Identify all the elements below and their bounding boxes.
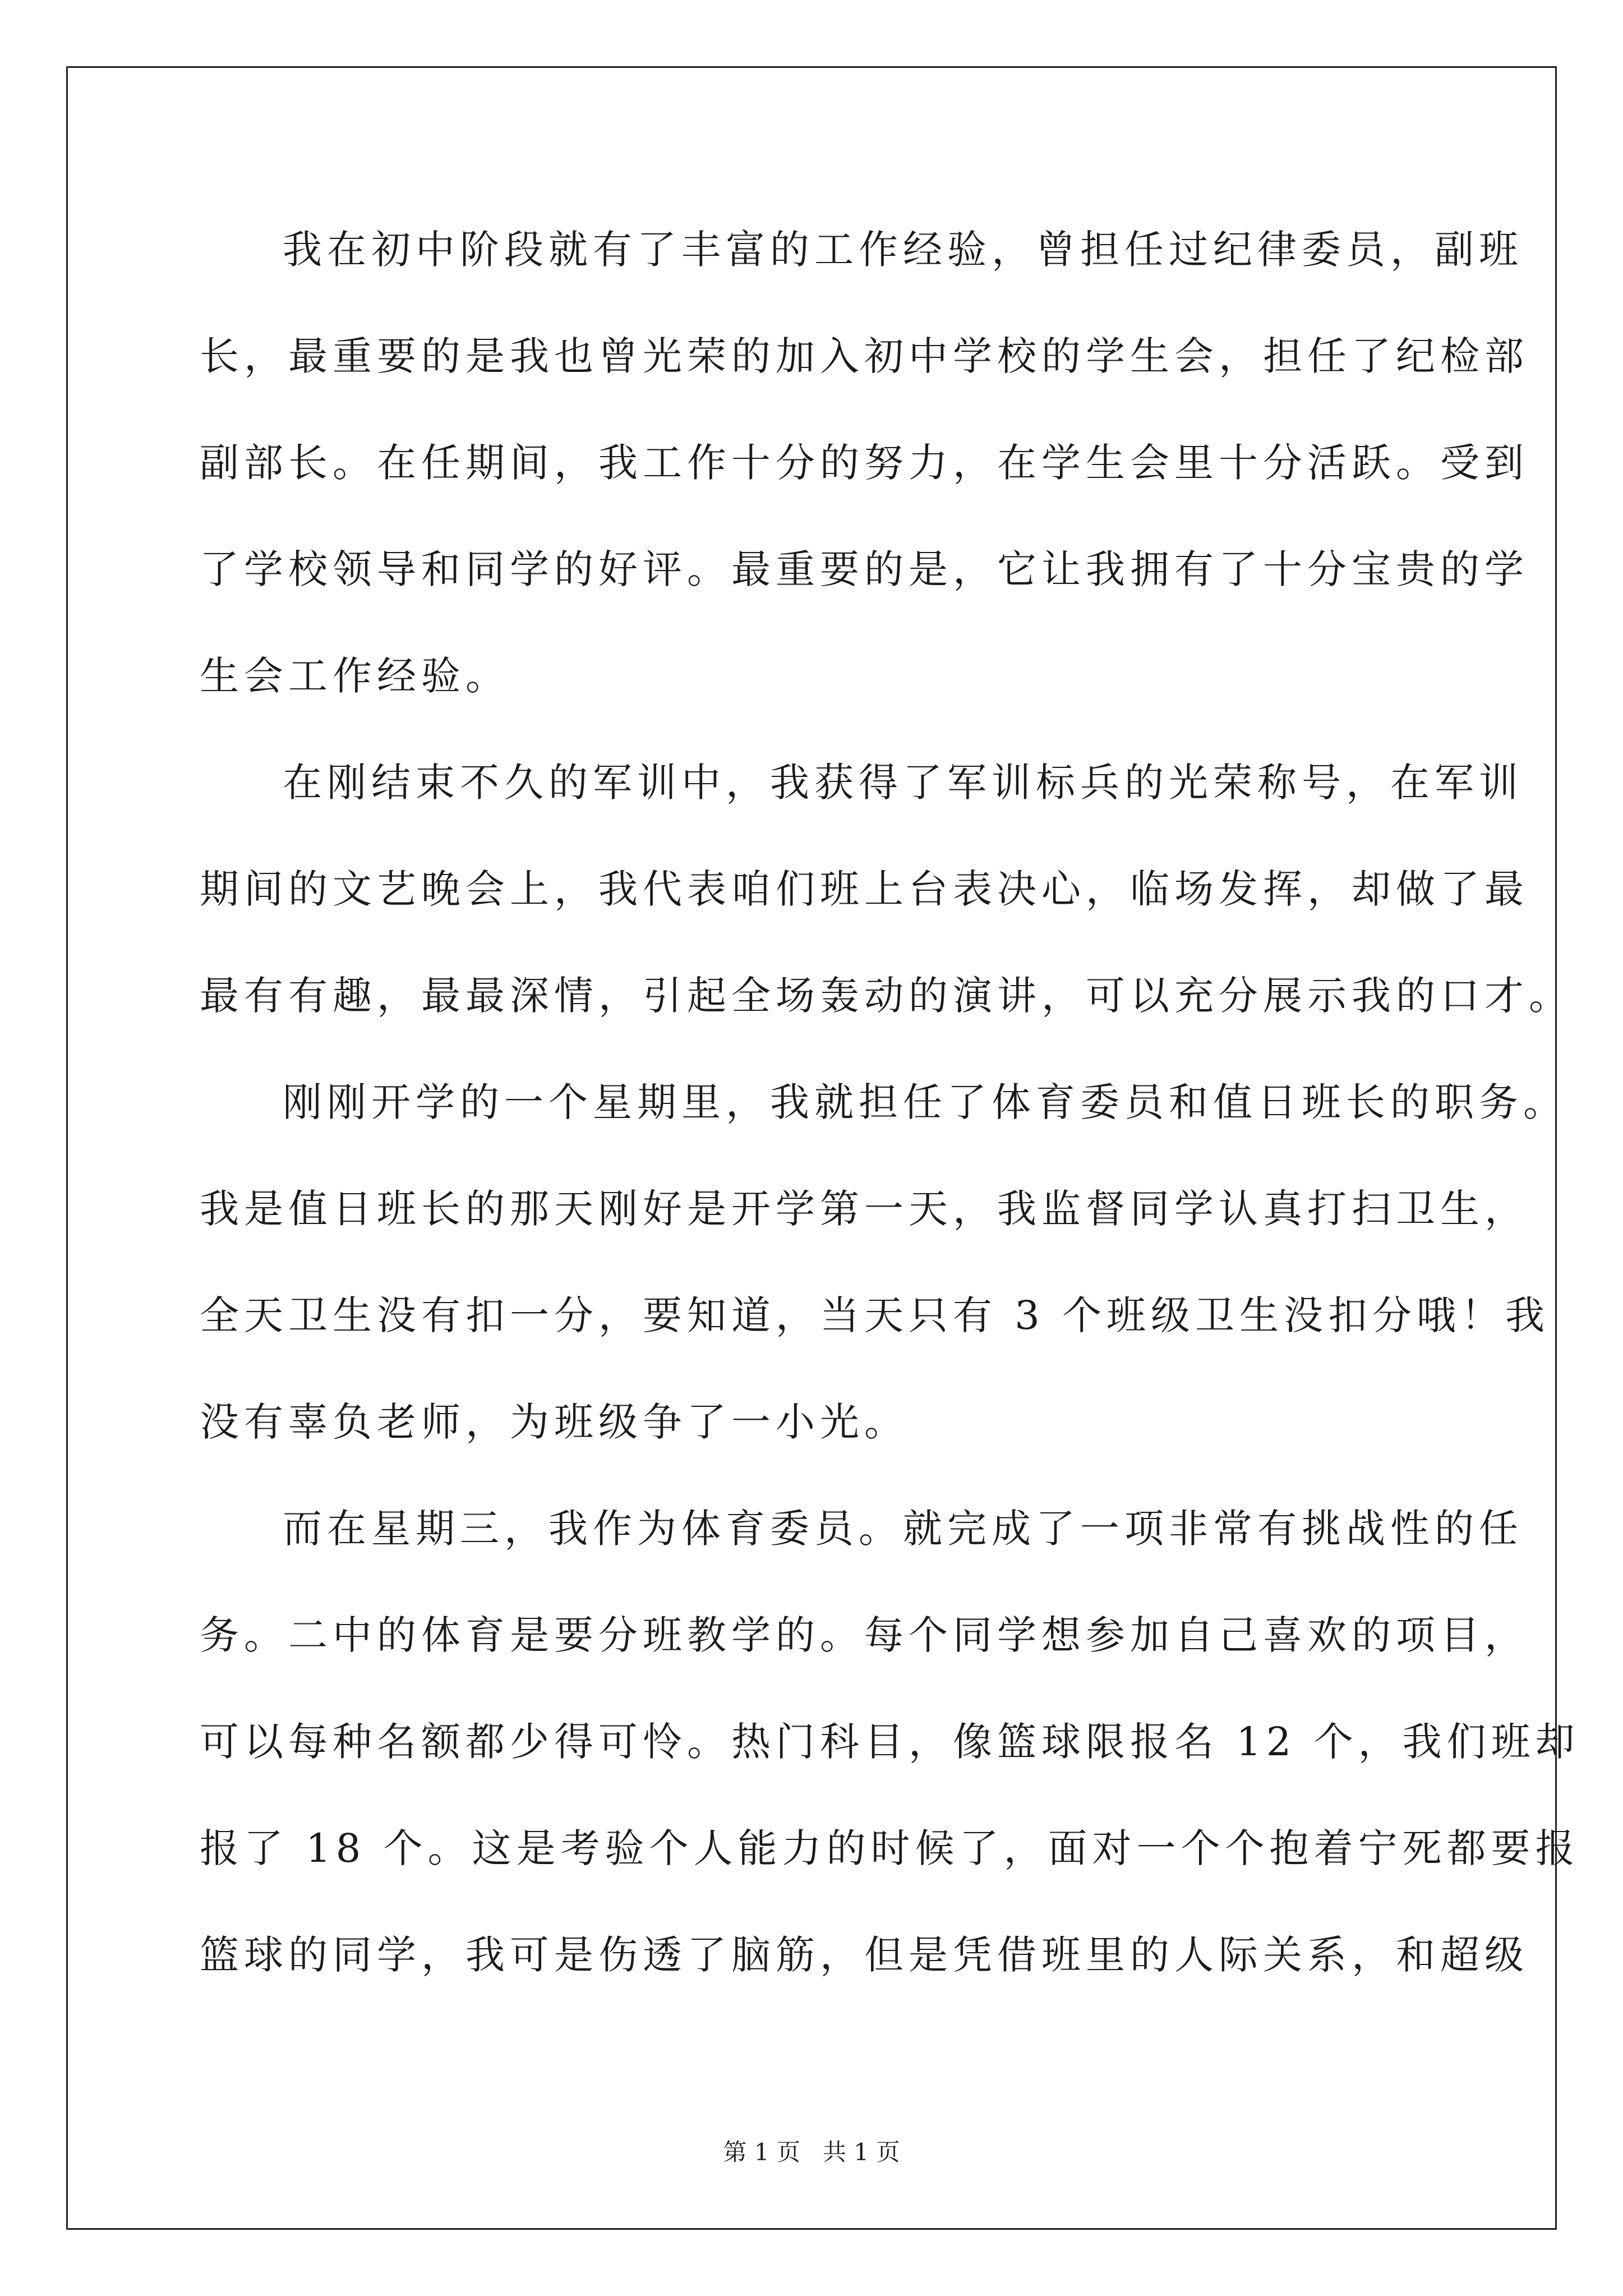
text-line: 最有有趣，最最深情，引起全场轰动的演讲，可以充分展示我的口才。: [200, 973, 1573, 1019]
text-line: 而在星期三，我作为体育委员。就完成了一项非常有挑战性的任: [283, 1506, 1523, 1552]
text-line: 期间的文艺晚会上，我代表咱们班上台表决心，临场发挥，却做了最: [200, 866, 1529, 912]
page-number-footer: 第 1 页 共 1 页: [723, 2138, 900, 2166]
text-line: 长，最重要的是我也曾光荣的加入初中学校的学生会，担任了纪检部: [200, 333, 1529, 379]
text-line: 没有辜负老师，为班级争了一小光。: [200, 1399, 909, 1445]
text-line: 我在初中阶段就有了丰富的工作经验，曾担任过纪律委员，副班: [283, 227, 1523, 273]
text-line: 在刚结束不久的军训中，我获得了军训标兵的光荣称号，在军训: [283, 760, 1523, 806]
text-line: 篮球的同学，我可是伤透了脑筋，但是凭借班里的人际关系，和超级: [200, 1932, 1529, 1978]
text-line: 我是值日班长的那天刚好是开学第一天，我监督同学认真打扫卫生，: [200, 1186, 1529, 1232]
text-line: 刚刚开学的一个星期里，我就担任了体育委员和值日班长的职务。: [283, 1079, 1567, 1125]
text-line: 全天卫生没有扣一分，要知道，当天只有 3 个班级卫生没扣分哦！我: [200, 1292, 1550, 1338]
text-line: 生会工作经验。: [200, 653, 510, 699]
page-border: [66, 66, 1580, 2230]
text-line: 报了 18 个。这是考验个人能力的时候了，面对一个个抱着宁死都要报: [200, 1825, 1580, 1871]
text-line: 务。二中的体育是要分班教学的。每个同学想参加自己喜欢的项目，: [200, 1612, 1529, 1658]
text-line: 了学校领导和同学的好评。最重要的是，它让我拥有了十分宝贵的学: [200, 546, 1529, 592]
text-line: 副部长。在任期间，我工作十分的努力，在学生会里十分活跃。受到: [200, 440, 1529, 486]
text-line: 可以每种名额都少得可怜。热门科目，像篮球限报名 12 个，我们班却: [200, 1719, 1580, 1765]
